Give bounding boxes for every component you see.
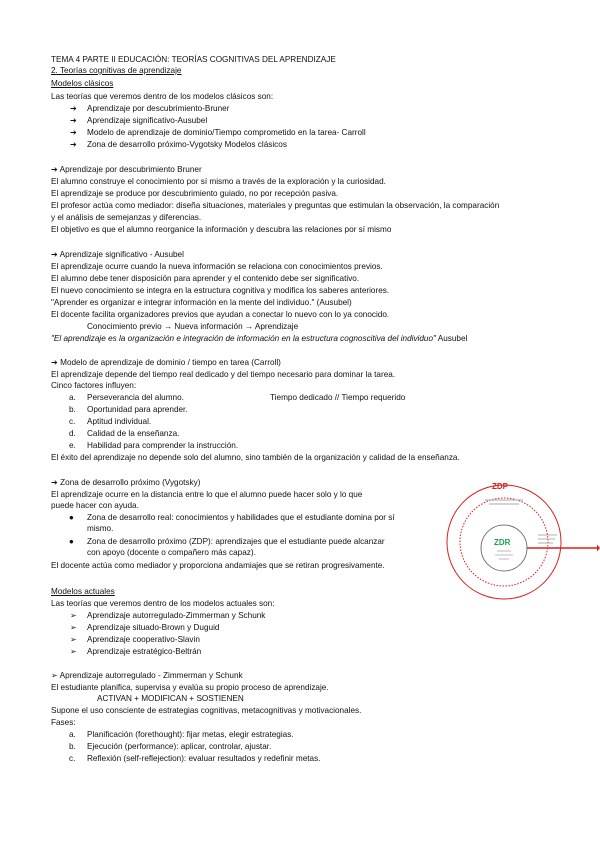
arrowhead-bullet-icon: ➢ [70, 635, 77, 644]
ausubel-heading: ➔ Aprendizaje significativo - Ausubel [51, 250, 184, 259]
document-title: TEMA 4 PARTE II EDUCACIÓN: TEORÍAS COGNITIVAS DEL APRENDIZAJE [51, 55, 336, 64]
vygotsky-line: El aprendizaje ocurre en la distancia entre lo que el alumno puede hacer solo y lo que [51, 490, 363, 499]
zimmerman-keywords: ACTIVAN + MODIFICAN + SOSTIENEN [97, 694, 244, 703]
ausubel-line: El docente facilita organizadores previos que ayudan a conectar lo nuevo con lo ya conocido. [51, 310, 390, 319]
list-item: Aprendizaje significativo-Ausubel [87, 116, 208, 125]
classic-models-heading: Modelos clásicos [51, 79, 114, 88]
list-item: Aprendizaje autorregulado-Zimmerman y Schunk [87, 611, 266, 620]
arrowhead-bullet-icon: ➢ [70, 623, 77, 632]
list-item: Aprendizaje cooperativo-Slavin [87, 635, 200, 644]
vygotsky-line: puede hacer con ayuda. [51, 501, 139, 510]
list-marker: e. [69, 441, 76, 450]
ausubel-line: El alumno debe tener disposición para aprender y el contenido debe ser significativo. [51, 274, 360, 283]
list-item: Perseverancia del alumno. [87, 393, 184, 402]
ausubel-quote: "El aprendizaje es la organización e integración de información en la estructura cognoscitiva del individuo" [51, 334, 436, 343]
ausubel-quote-author: Ausubel [435, 334, 468, 343]
ausubel-quote-line [51, 334, 467, 344]
list-item-continuation: mismo. [87, 524, 114, 533]
list-item: Aprendizaje estratégico-Beltrán [87, 647, 202, 656]
list-item: Zona de desarrollo próximo (ZDP): aprendizajes que el estudiante puede alcanzar [87, 537, 385, 546]
bruner-line: El aprendizaje se produce por descubrimiento guiado, no por recepción pasiva. [51, 189, 339, 198]
list-marker: a. [69, 730, 76, 739]
list-item-continuation: con apoyo (docente o compañero más capaz). [87, 548, 256, 557]
arrow-bullet-icon: ➔ [70, 140, 77, 149]
arrowhead-bullet-icon: ➢ [70, 611, 77, 620]
zimmerman-line: Fases: [51, 718, 76, 727]
modern-intro: Las teorías que veremos dentro de los modelos actuales son: [51, 599, 275, 608]
bruner-line: El alumno construye el conocimiento por sí mismo a través de la exploración y la curiosidad. [51, 177, 386, 186]
zdr-label: ZDR [494, 538, 511, 547]
arrowhead-bullet-icon: ➢ [70, 647, 77, 656]
carroll-side-note: Tiempo dedicado // Tiempo requerido [270, 393, 406, 402]
list-item: Zona de desarrollo real: conocimientos y habilidades que el estudiante domina por sí [87, 513, 395, 522]
zimmerman-line: El estudiante planifica, supervisa y evalúa su propio proceso de aprendizaje. [51, 683, 329, 692]
zdp-diagram [445, 480, 600, 605]
vygotsky-heading: ➔ Zona de desarrollo próximo (Vygotsky) [51, 478, 201, 487]
vygotsky-closing: El docente actúa como mediador y proporciona andamiajes que se retiran progresivamente. [51, 561, 385, 570]
carroll-heading: ➔ Modelo de aprendizaje de dominio / tiempo en tarea (Carroll) [51, 358, 281, 367]
list-item: Planificación (forethought): fijar metas, elegir estrategias. [87, 730, 294, 739]
bullet-dot-icon: ● [69, 513, 74, 522]
list-item: Modelo de aprendizaje de dominio/Tiempo comprometido en la tarea- Carroll [87, 128, 366, 137]
bruner-line: El profesor actúa como mediador: diseña situaciones, materiales y preguntas que estimulan la observación, la comparación [51, 201, 500, 210]
list-marker: c. [69, 417, 76, 426]
list-item: Calidad de la enseñanza. [87, 429, 180, 438]
list-item: Zona de desarrollo próximo-Vygotsky Modelos clásicos [87, 140, 287, 149]
list-marker: b. [69, 742, 76, 751]
ausubel-line: El aprendizaje ocurre cuando la nueva información se relaciona con conocimientos previos. [51, 262, 383, 271]
ausubel-formula: Conocimiento previo → Nueva información → Aprendizaje [87, 322, 299, 331]
bruner-line: y el análisis de semejanzas y diferencias. [51, 213, 202, 222]
zdp-label: ZDP [492, 482, 508, 491]
bruner-line: El objetivo es que el alumno reorganice la información y descubra las relaciones por sí mismo [51, 225, 392, 234]
arrow-bullet-icon: ➔ [70, 104, 77, 113]
arrow-bullet-icon: ➔ [70, 116, 77, 125]
bruner-heading: ➔ Aprendizaje por descubrimiento Bruner [51, 165, 202, 174]
list-item: Habilidad para comprender la instrucción. [87, 441, 239, 450]
modern-models-heading: Modelos actuales [51, 587, 115, 596]
list-marker: b. [69, 405, 76, 414]
zimmerman-line: Supone el uso consciente de estrategias cognitivas, metacognitivas y motivacionales. [51, 706, 362, 715]
ausubel-line: El nuevo conocimiento se integra en la estructura cognitiva y modifica los saberes anteriores. [51, 286, 390, 295]
list-item: Oportunidad para aprender. [87, 405, 188, 414]
bullet-dot-icon: ● [69, 537, 74, 546]
carroll-line: Cinco factores influyen: [51, 381, 137, 390]
list-item: Aprendizaje por descubrimiento-Bruner [87, 104, 230, 113]
zdr-inner-circle [481, 525, 527, 571]
list-marker: c. [69, 754, 76, 763]
section-heading: 2. Teorías cognitivas de aprendizaje [51, 66, 182, 75]
list-item: Aptitud individual. [87, 417, 152, 426]
classic-intro: Las teorías que veremos dentro de los modelos clásicos son: [51, 92, 274, 101]
list-marker: a. [69, 393, 76, 402]
carroll-line: El aprendizaje depende del tiempo real dedicado y del tiempo necesario para dominar la tarea. [51, 370, 396, 379]
arrow-bullet-icon: ➔ [70, 128, 77, 137]
list-marker: d. [69, 429, 76, 438]
list-item: Aprendizaje situado-Brown y Duguid [87, 623, 220, 632]
list-item: Reflexión (self-reflejection): evaluar resultados y redefinir metas. [87, 754, 321, 763]
zimmerman-heading: ➢ Aprendizaje autorregulado - Zimmerman y Schunk [51, 671, 243, 680]
carroll-closing: El éxito del aprendizaje no depende solo del alumno, sino también de la organización y calidad de la enseñanza. [51, 453, 460, 462]
ausubel-line: "Aprender es organizar e integrar información en la mente del individuo." (Ausubel) [51, 298, 352, 307]
list-item: Ejecución (performance): aplicar, controlar, ajustar. [87, 742, 272, 751]
zdp-diagram-svg [445, 480, 600, 605]
